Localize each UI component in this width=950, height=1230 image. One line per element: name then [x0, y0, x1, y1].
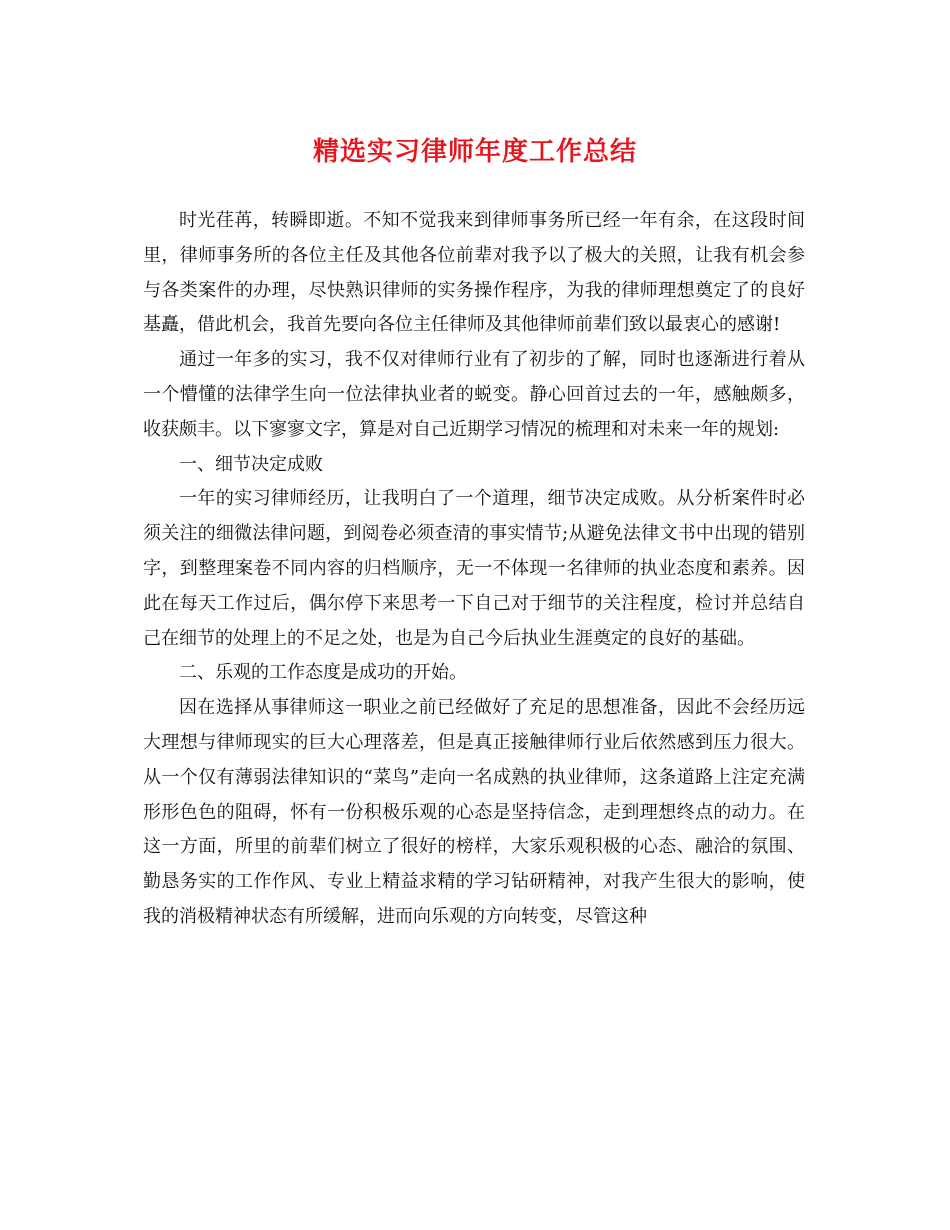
section-heading-2: 二、乐观的工作态度是成功的开始。	[179, 662, 467, 684]
paragraph-intro: 时光荏苒，转瞬即逝。不知不觉我来到律师事务所已经一年有余，在这段时间里，律师事务所的各位主任及其他各位前辈对我予以了极大的关照，让我有机会参与各类案件的办理，尽快熟识律师的实务操作程序，为我的律师理想奠定了的良好基矗，借此机会，我首先要向各位主任律师及其他律师前辈们致以最衷心的感谢!	[143, 210, 805, 336]
paragraph-overview: 通过一年多的实习，我不仅对律师行业有了初步的了解，同时也逐渐进行着从一个懵懂的法律学生向一位法律执业者的蜕变。静心回首过去的一年，感触颇多，收获颇丰。以下寥寥文字，算是对自己近期学习情况的梳理和对未来一年的规划:	[143, 349, 805, 440]
paragraph-section-1: 一年的实习律师经历，让我明白了一个道理，细节决定成败。从分析案件时必须关注的细微法律问题，到阅卷必须查清的事实情节;从避免法律文书中出现的错别字，到整理案卷不同内容的归档顺序，无一不体现一名律师的执业态度和素养。因此在每天工作过后，偶尔停下来思考一下自己对于细节的关注程度，检讨并总结自己在细节的处理上的不足之处，也是为自己今后执业生涯奠定的良好的基础。	[143, 488, 805, 649]
document-body	[143, 204, 805, 935]
section-heading-1: 一、细节决定成败	[179, 453, 323, 475]
document-title: 精选实习律师年度工作总结	[312, 137, 637, 167]
paragraph-section-2: 因在选择从事律师这一职业之前已经做好了充足的思想准备，因此不会经历远大理想与律师现实的巨大心理落差，但是真正接触律师行业后依然感到压力很大。从一个仅有薄弱法律知识的“菜鸟”走向一名成熟的执业律师，这条道路上注定充满形形色色的阻碍，怀有一份积极乐观的心态是坚持信念，走到理想终点的动力。在这一方面，所里的前辈们树立了很好的榜样，大家乐观积极的心态、融洽的氛围、勤恳务实的工作作风、专业上精益求精的学习钻研精神，对我产生很大的影响，使我的消极精神状态有所缓解，进而向乐观的方向转变，尽管这种	[143, 697, 805, 927]
